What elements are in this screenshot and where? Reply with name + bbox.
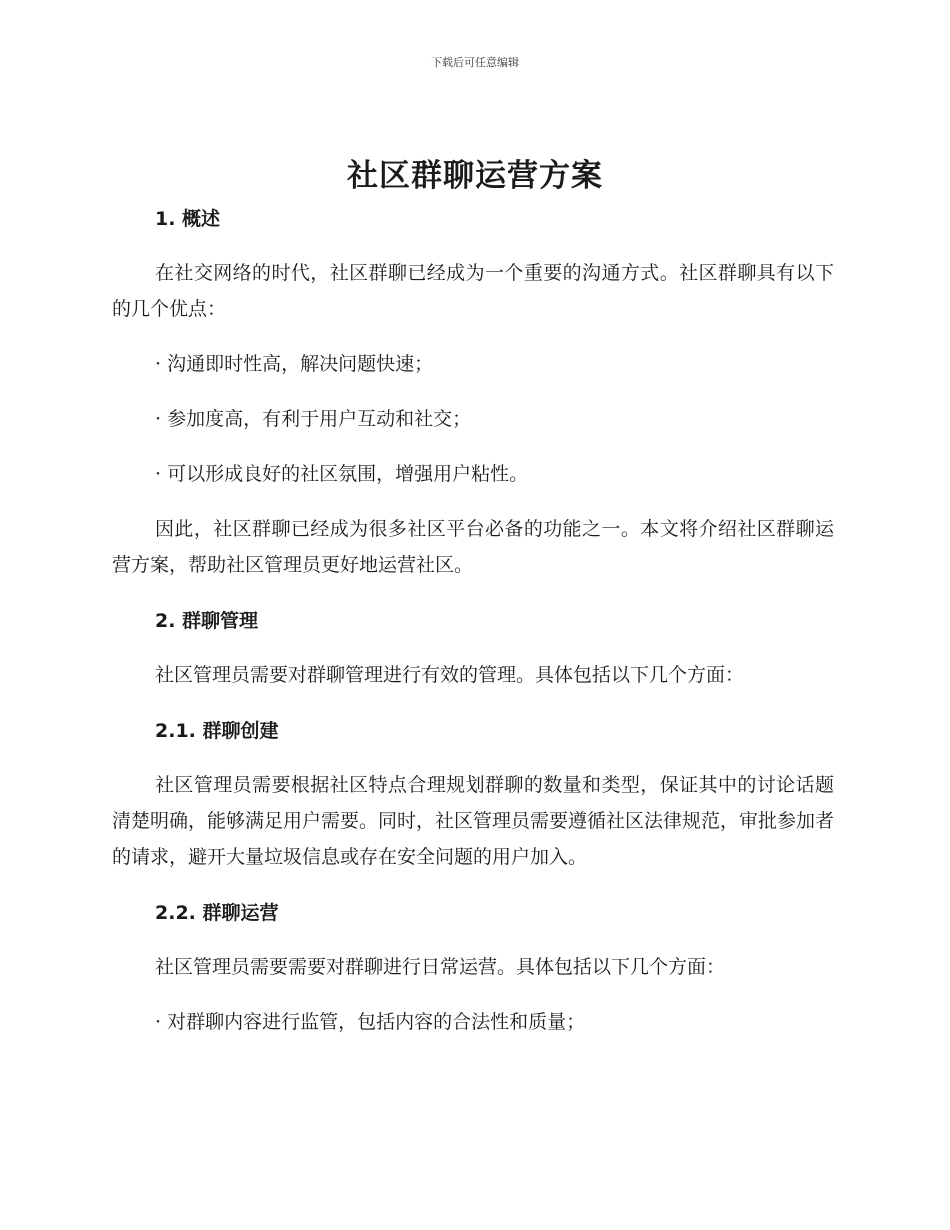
bullet-item: · 参加度高，有利于用户互动和社交； bbox=[155, 408, 472, 430]
document-title: 社区群聊运营方案 bbox=[347, 158, 603, 194]
bullet-item: · 对群聊内容进行监管，包括内容的合法性和质量； bbox=[155, 1011, 586, 1033]
subsection-heading-group-creation: 2.1. 群聊创建 bbox=[155, 720, 279, 742]
section-heading-group-management: 2. 群聊管理 bbox=[155, 610, 259, 632]
bullet-item: · 可以形成良好的社区氛围，增强用户粘性。 bbox=[155, 463, 529, 485]
paragraph: 社区管理员需要根据社区特点合理规划群聊的数量和类型，保证其中的讨论话题清楚明确，能够满足用户需要。同时，社区管理员需要遵循社区法律规范，审批参加者的请求，避开大量垃圾信息或存在安全问题的用户加入。 bbox=[112, 774, 835, 868]
subsection-heading-group-operation: 2.2. 群聊运营 bbox=[155, 902, 279, 924]
bullet-item: · 沟通即时性高，解决问题快速； bbox=[155, 353, 434, 375]
paragraph: 在社交网络的时代，社区群聊已经成为一个重要的沟通方式。社区群聊具有以下的几个优点： bbox=[112, 262, 834, 320]
paragraph: 社区管理员需要对群聊管理进行有效的管理。具体包括以下几个方面： bbox=[155, 664, 745, 686]
document-body bbox=[112, 200, 834, 1040]
header-note: 下载后可任意编辑 bbox=[431, 56, 519, 69]
paragraph: 因此，社区群聊已经成为很多社区平台必备的功能之一。本文将介绍社区群聊运营方案，帮助社区管理员更好地运营社区。 bbox=[112, 518, 834, 576]
section-heading-overview: 1. 概述 bbox=[155, 208, 221, 230]
paragraph: 社区管理员需要需要对群聊进行日常运营。具体包括以下几个方面： bbox=[155, 956, 726, 978]
